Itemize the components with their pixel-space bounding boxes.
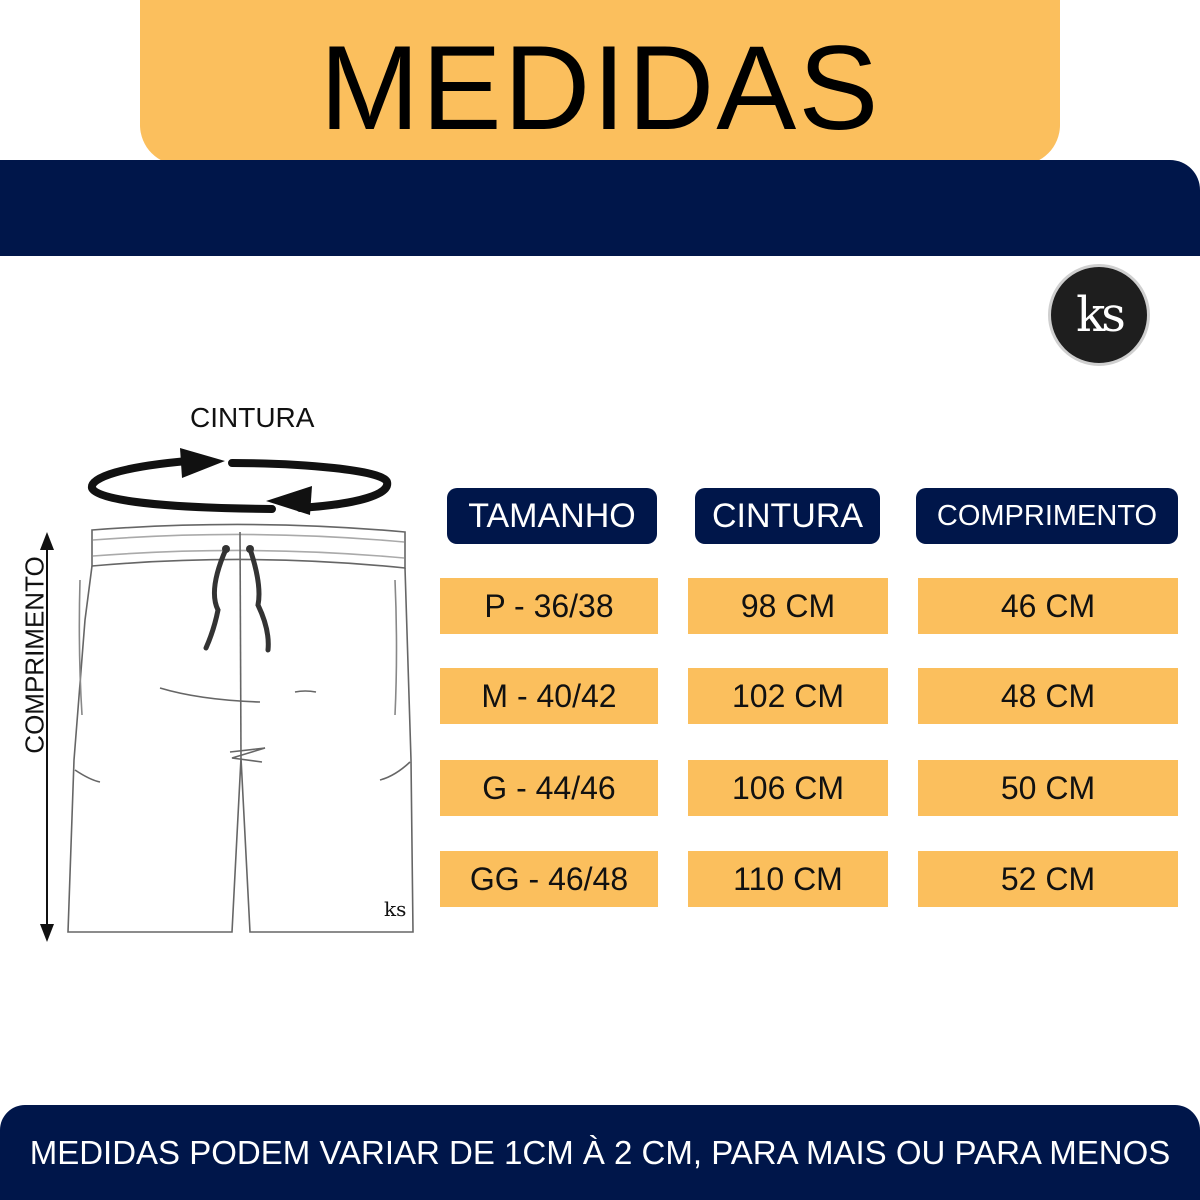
header-comprimento: COMPRIMENTO <box>916 488 1178 544</box>
shorts-outline-icon <box>68 524 413 932</box>
table-cell-cintura: 110 CM <box>688 851 888 907</box>
logo-text: ks <box>1076 287 1122 343</box>
table-cell-tamanho: G - 44/46 <box>440 760 658 816</box>
table-cell-comprimento: 52 CM <box>918 851 1178 907</box>
table-cell-cintura: 98 CM <box>688 578 888 634</box>
table-cell-comprimento: 48 CM <box>918 668 1178 724</box>
footer-note: MEDIDAS PODEM VARIAR DE 1CM À 2 CM, PARA MAIS OU PARA MENOS <box>0 1105 1200 1200</box>
table-cell-tamanho: M - 40/42 <box>440 668 658 724</box>
waist-arrow-icon <box>92 460 387 509</box>
table-cell-comprimento: 46 CM <box>918 578 1178 634</box>
header-tamanho: TAMANHO <box>447 488 657 544</box>
length-arrow-icon <box>40 532 54 942</box>
table-cell-comprimento: 50 CM <box>918 760 1178 816</box>
shorts-logo-text: ks <box>384 897 407 921</box>
cintura-label: CINTURA <box>190 402 315 433</box>
table-cell-tamanho: GG - 46/48 <box>440 851 658 907</box>
table-cell-tamanho: P - 36/38 <box>440 578 658 634</box>
comprimento-label: COMPRIMENTO <box>19 556 50 754</box>
header-cintura: CINTURA <box>695 488 880 544</box>
page-title: MEDIDAS <box>319 20 881 155</box>
table-cell-cintura: 102 CM <box>688 668 888 724</box>
drawstring-icon <box>206 549 268 650</box>
arrow-head-right-icon <box>180 448 225 478</box>
table-cell-cintura: 106 CM <box>688 760 888 816</box>
